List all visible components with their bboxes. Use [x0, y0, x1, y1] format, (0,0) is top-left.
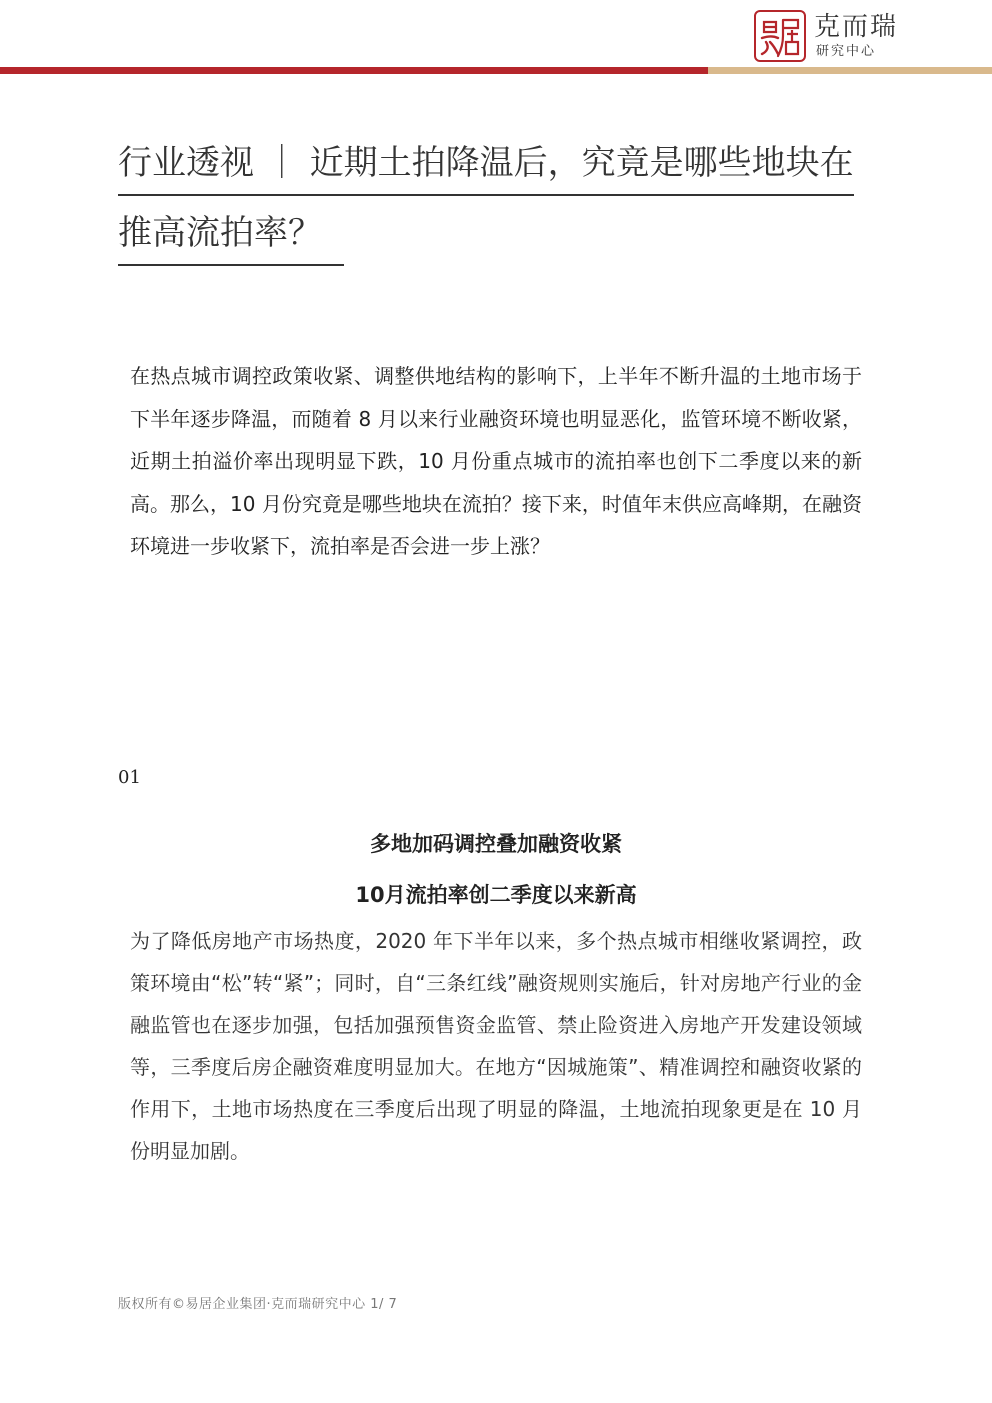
header-rule-red	[0, 67, 708, 74]
page-footer: 版权所有©易居企业集团·克而瑞研究中心 1/ 7	[118, 1297, 398, 1312]
yiju-seal-logo	[754, 10, 806, 62]
section-heading-2: 10月流拍率创二季度以来新高	[355, 883, 637, 907]
seal-calligraphy-icon	[756, 12, 804, 60]
brand-name: 克而瑞	[814, 12, 899, 42]
title-line-1: 行业透视 ｜ 近期土拍降温后，究竟是哪些地块在	[118, 132, 854, 196]
article-title	[118, 128, 878, 268]
section-body-paragraph: 为了降低房地产市场热度，2020 年下半年以来，多个热点城市相继收紧调控，政策环境由“松”转“紧”；同时，自“三条红线”融资规则实施后，针对房地产行业的金融监管也在逐步加强，包括加强预售资金监管、禁止险资进入房地产开发建设领域等，三季度后房企融资难度明显加大。在地方“因城施策”、精准调控和融资收紧的作用下，土地市场热度在三季度后出现了明显的降温，土地流拍现象更是在 10 月份明显加剧。	[130, 929, 862, 1163]
title-line-2: 推高流拍率？	[118, 202, 344, 266]
intro-paragraph: 在热点城市调控政策收紧、调整供地结构的影响下，上半年不断升温的土地市场于下半年逐步降温，而随着 8 月以来行业融资环境也明显恶化，监管环境不断收紧，近期土拍溢价率出现明显下跌，10 月份重点城市的流拍率也创下二季度以来的新高。那么，10 月份究竟是哪些地块在流拍？接下来，时值年末供应高峰期，在融资环境进一步收紧下，流拍率是否会进一步上涨？	[130, 364, 862, 558]
brand-logo	[754, 10, 904, 66]
section-heading-1: 多地加码调控叠加融资收紧	[370, 832, 622, 856]
header-rule-gold	[708, 67, 992, 74]
brand-subtitle: 研究中心	[816, 44, 877, 59]
section-number: 01	[118, 767, 141, 788]
